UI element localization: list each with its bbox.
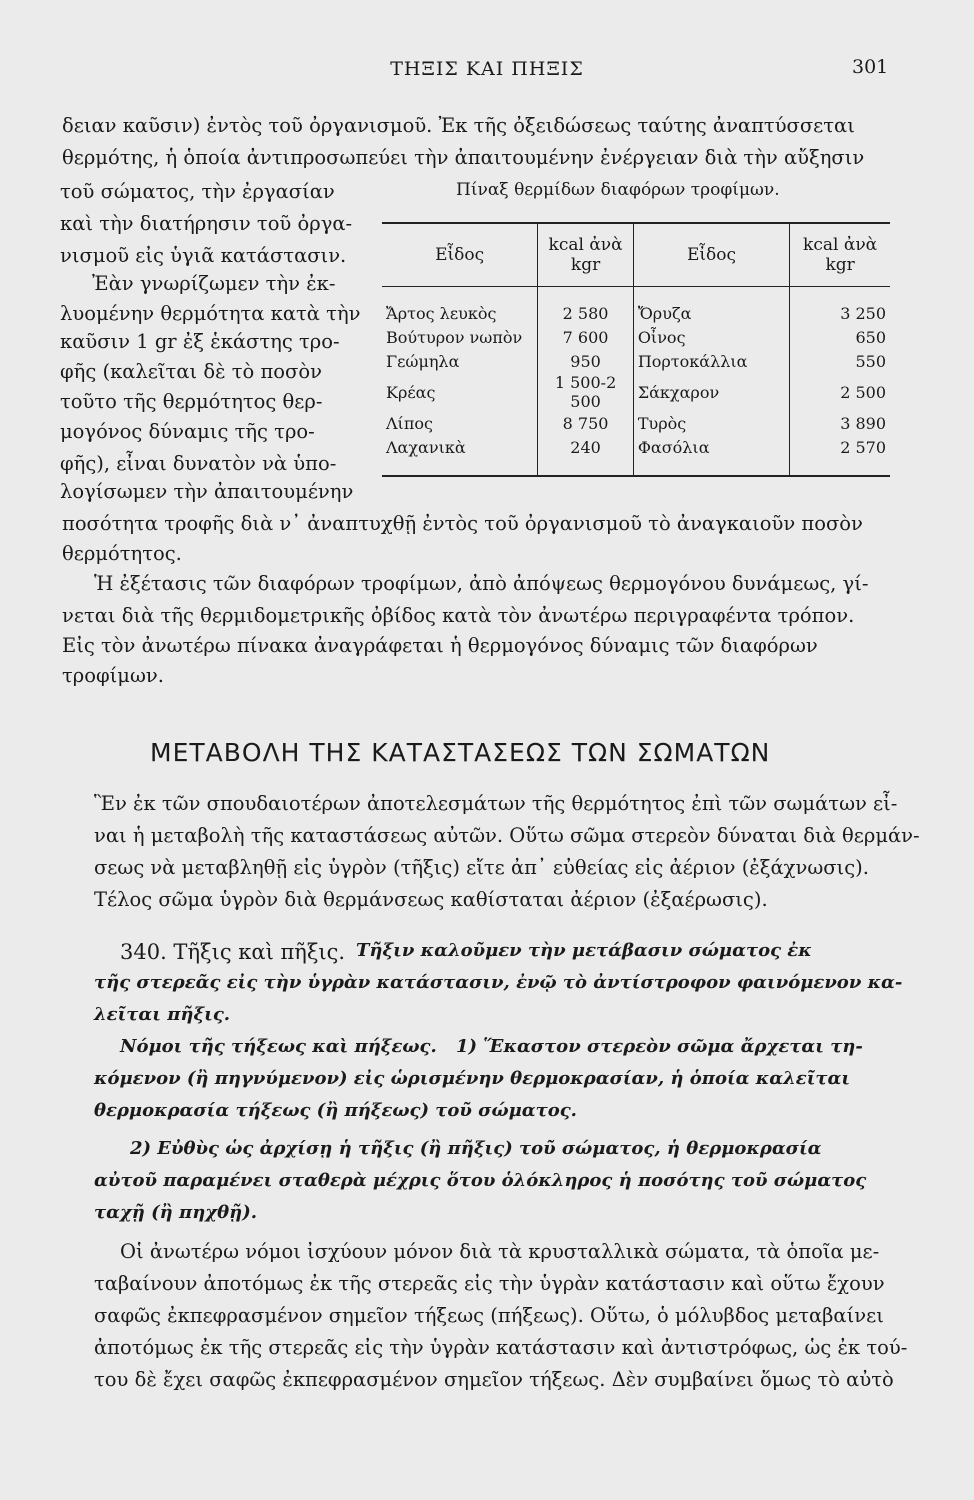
law-line: θερμοκρασία τήξεως (ἢ πήξεως) τοῦ σώματος. — [94, 1100, 577, 1121]
left-column-line: φῆς), εἶναι δυνατὸν νὰ ὑπο- — [60, 452, 337, 475]
table-cell: Οἶνος — [633, 325, 789, 349]
table-cell: Βούτυρον νωπὸν — [382, 325, 538, 349]
table-cell: Λαχανικὰ — [382, 435, 538, 476]
body-line: ταβαίνουν ἀποτόμως ἐκ τῆς στερεᾶς εἰς τὴν ὑγρὰν κατάστασιν καὶ οὕτω ἔχουν — [94, 1272, 885, 1295]
law-line: 1) Ἕκαστον στερεὸν σῶμα ἄρχεται τη- — [456, 1036, 863, 1057]
body-line: ναι ἡ μεταβολὴ τῆς καταστάσεως αὐτῶν. Οὕτω σῶμα στερεὸν δύναται διὰ θερμάν- — [94, 824, 920, 847]
table-header-cell: kcal ἀνὰ kgr — [790, 223, 890, 287]
table-cell: 7 600 — [538, 325, 634, 349]
table-cell: 2 500 — [840, 382, 886, 402]
table-cell: Λίπος — [382, 411, 538, 435]
table-row — [382, 373, 890, 411]
table-cell: 2 580 — [538, 287, 634, 326]
table-cell: 8 750 — [538, 411, 634, 435]
body-line: Εἰς τὸν ἀνωτέρω πίνακα ἀναγράφεται ἡ θερμογόνος δύναμις τῶν διαφόρων — [62, 634, 818, 657]
table-cell: Πορτοκάλλια — [633, 349, 789, 373]
left-column-line: φῆς (καλεῖται δὲ τὸ ποσὸν — [60, 360, 322, 383]
paragraph-340-line: τῆς στερεᾶς εἰς τὴν ὑγρὰν κατάστασιν, ἐνῷ τὸ ἀντίστροφον φαινόμενον κα- — [94, 972, 903, 993]
left-column-line: Ἐὰν γνωρίζωμεν τὴν ἐκ- — [92, 272, 336, 295]
table-cell: Ὄρυζα — [633, 287, 789, 326]
body-line: θερμότητος. — [62, 542, 182, 565]
table-cell: Τυρὸς — [633, 411, 789, 435]
body-line: ποσότητα τροφῆς διὰ ν᾽ ἀναπτυχθῇ ἐντὸς τοῦ ὀργανισμοῦ τὸ ἀναγκαιοῦν ποσὸν — [62, 512, 863, 535]
left-column-line: τοῦτο τῆς θερμότητος θερ- — [60, 390, 323, 413]
calorie-table — [382, 222, 890, 477]
body-line: Οἱ ἀνωτέρω νόμοι ἰσχύουν μόνον διὰ τὰ κρυσταλλικὰ σώματα, τὰ ὁποῖα με- — [120, 1240, 880, 1263]
table-cell: Σάκχαρον — [633, 373, 789, 411]
table-cell: 950 — [538, 349, 634, 373]
paragraph-340-heading: 340. Τῆξις καὶ πῆξις. — [120, 940, 346, 964]
table-caption: Πίναξ θερμίδων διαφόρων τροφίμων. — [456, 180, 780, 200]
law-line: κόμενον (ἢ πηγνύμενον) εἰς ὡρισμένην θερμοκρασίαν, ἡ ὁποία καλεῖται — [94, 1068, 851, 1089]
table-cell: 3 890 — [840, 413, 886, 433]
body-line: σεως νὰ μεταβληθῇ εἰς ὑγρὸν (τῆξις) εἴτε ἀπ᾽ εὐθείας εἰς ἀέριον (ἐξάχνωσις). — [94, 856, 869, 879]
law-line: ταχῇ (ἢ πηχθῇ). — [94, 1202, 258, 1223]
left-column-line: νισμοῦ εἰς ὑγιᾶ κατάστασιν. — [60, 244, 347, 267]
table-cell: Ἄρτος λευκὸς — [382, 287, 538, 326]
table-header-cell: kcal ἀνὰ kgr — [538, 223, 634, 287]
paragraph-340-line: λεῖται πῆξις. — [94, 1004, 231, 1025]
table-cell: 2 570 — [840, 437, 886, 457]
table-row — [382, 325, 890, 349]
table-cell: Γεώμηλα — [382, 349, 538, 373]
table-cell: 1 500-2 500 — [538, 373, 634, 411]
body-line: του δὲ ἔχει σαφῶς ἐκπεφρασμένον σημεῖον τήξεως. Δὲν συμβαίνει ὅμως τὸ αὐτὸ — [94, 1368, 894, 1391]
table-cell: Φασόλια — [633, 435, 789, 476]
left-column-line: λυομένην θερμότητα κατὰ τὴν — [60, 302, 361, 325]
table-header-cell: Εἶδος — [633, 223, 789, 287]
left-column-line: μογόνος δύναμις τῆς τρο- — [60, 420, 315, 443]
body-line: ἀποτόμως ἐκ τῆς στερεᾶς εἰς τὴν ὑγρὰν κατάστασιν καὶ ἀντιστρόφως, ὡς ἐκ τού- — [94, 1336, 908, 1359]
table-cell: 3 250 — [840, 303, 886, 323]
paragraph-340-line: Τῆξιν καλοῦμεν τὴν μετάβασιν σώματος ἐκ — [356, 940, 812, 961]
table-row — [382, 349, 890, 373]
running-header: ΤΗΞΙΣ ΚΑΙ ΠΗΞΙΣ — [390, 58, 584, 80]
left-column-line: καὶ τὴν διατήρησιν τοῦ ὀργα- — [60, 212, 353, 235]
table-cell: 650 — [855, 327, 886, 347]
table-row — [382, 411, 890, 435]
body-line: Τέλος σῶμα ὑγρὸν διὰ θερμάνσεως καθίσταται ἀέριον (ἐξαέρωσις). — [94, 888, 768, 911]
table-cell: Κρέας — [382, 373, 538, 411]
left-column-line: καῦσιν 1 gr ἐξ ἑκάστης τρο- — [60, 330, 340, 353]
left-column-line: τοῦ σώματος, τὴν ἐργασίαν — [60, 180, 335, 203]
table-header-cell: Εἶδος — [382, 223, 538, 287]
table-cell: 240 — [538, 435, 634, 476]
body-line: Ἡ ἐξέτασις τῶν διαφόρων τροφίμων, ἀπὸ ἀπόψεως θερμογόνου δυνάμεως, γί- — [94, 572, 869, 595]
table-row — [382, 435, 890, 476]
body-line: νεται διὰ τῆς θερμιδομετρικῆς ὀβίδος κατὰ τὸν ἀνωτέρω περιγραφέντα τρόπον. — [62, 604, 855, 627]
body-line: σαφῶς ἐκπεφρασμένον σημεῖον τήξεως (πήξεως). Οὕτω, ὁ μόλυβδος μεταβαίνει — [94, 1304, 884, 1327]
page-number: 301 — [852, 56, 889, 78]
table-header-row — [382, 223, 890, 287]
section-title: ΜΕΤΑΒΟΛΗ ΤΗΣ ΚΑΤΑΣΤΑΣΕΩΣ ΤΩΝ ΣΩΜΑΤΩΝ — [150, 738, 771, 767]
body-line: τροφίμων. — [62, 664, 164, 687]
table-cell: 550 — [855, 351, 886, 371]
law-line: αὐτοῦ παραμένει σταθερὰ μέχρις ὅτου ὁλόκληρος ἡ ποσότης τοῦ σώματος — [94, 1170, 867, 1191]
intro-line: δειαν καῦσιν) ἐντὸς τοῦ ὀργανισμοῦ. Ἐκ τῆς ὀξειδώσεως ταύτης ἀναπτύσσεται — [62, 114, 855, 137]
law-line: 2) Εὐθὺς ὡς ἀρχίσῃ ἡ τῆξις (ἢ πῆξις) τοῦ σώματος, ἡ θερμοκρασία — [130, 1138, 822, 1159]
laws-heading: Νόμοι τῆς τήξεως καὶ πήξεως. — [120, 1036, 437, 1057]
left-column-line: λογίσωμεν τὴν ἀπαιτουμένην — [60, 480, 354, 503]
body-line: Ἓν ἐκ τῶν σπουδαιοτέρων ἀποτελεσμάτων τῆς θερμότητος ἐπὶ τῶν σωμάτων εἶ- — [94, 792, 898, 815]
table-row — [382, 287, 890, 326]
intro-line: θερμότης, ἡ ὁποία ἀντιπροσωπεύει τὴν ἀπαιτουμένην ἐνέργειαν διὰ τὴν αὔξησιν — [62, 146, 865, 169]
